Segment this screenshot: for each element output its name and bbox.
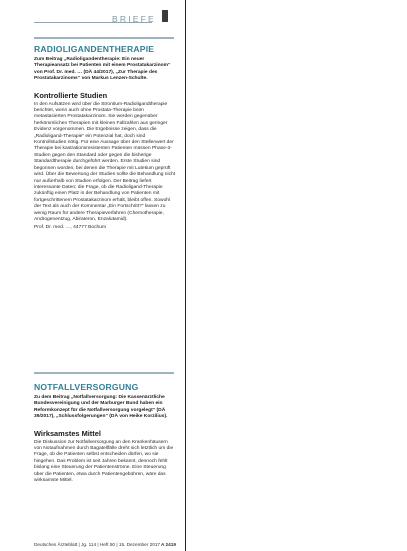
letter-body: In den Aufsätzen wird über die Strontium-Radioligandtherapie berichtet, wenn auch ohne Prostata-Therapie beim metastasierten Prostatakarzinom. Sie werden gegenüber herkömmlichen Therapien mit kleinen Fallzahlen aus geringer Evidenz vorgenommen. Die Ergebnisse zeigen, dass die „Radioligand-Therapie“ ein Potenzial hat, doch sind Kontrollstudien nötig. Für eine Aussage über den Stellenwert der Therapie bei kastrationsresistenten Patienten müssen Phase-3-Studien gegen den Standard oder gegen die bisherige Standardtherapie durchgeführt werden. Erste Studien sind begonnen worden, bei denen die Therapie mit Lutetium geprüft wird. Über die Bewertung der Studien sollte die Behandlung nicht nur außerhalb von Studien erfolgen. Der Beitrag liefert interessante Daten; die Frage, ob die Radioligand-Therapie zukünftig einen Platz in der Behandlung von Patienten mit fortgeschrittenem Prostatakarzinom erhält, bleibt offen. Sowohl der Text als auch der Kommentar „Ein Fortschritt?“ lassen zu wenig Raum für andere Therapieverfahren (Chemotherapie, Androgenentzug, Abirateron, Enzalutamid). [34, 101, 176, 222]
page-footer [34, 542, 176, 547]
header-marker [162, 10, 168, 22]
journal-citation: Deutsches Ärzteblatt | Jg. 114 | Heft 50 | 15. Dezember 2017 [34, 542, 161, 547]
letter-radioligand [34, 44, 176, 232]
section-tab-label: BRIEFE [112, 14, 156, 24]
lead-paragraph: Zum Beitrag „Radioligandentherapie: Ein neuer Therapieansatz bei Patienten mit einem Prostatakarzinom“ von Prof. Dr. med. … (DÄ 44/2017), „Zur Therapie des Prostatakarzinoms“ von Markus Lenzen-Schulte. [34, 57, 171, 82]
letter-subheading: Kontrollierte Studien [34, 90, 108, 100]
page-fold-line [185, 0, 186, 551]
section-rule [34, 37, 174, 39]
lead-paragraph: Zu dem Beitrag „Notfallversorgung: Die Kassenärztliche Bundesvereinigung und der Marburger Bund haben ein Reformkonzept für die Notfallversorgung vorgelegt“ (DÄ 39/2017), „Schlussfolgerungen“ (DÄ von Heike Korzilius). [34, 395, 168, 420]
section-title: RADIOLIGANDENTHERAPIE [34, 44, 155, 54]
section-title: NOTFALLVERSORGUNG [34, 382, 139, 392]
letter-subheading: Wirksamstes Mittel [34, 428, 101, 438]
letter-notfall [34, 382, 176, 484]
section-rule [34, 372, 174, 374]
page-number: A 2419 [161, 542, 176, 547]
letter-body: Die Diskussion zur Notfallversorgung an den Krankenhäusern von Notaufnahmen durch Bagatellfälle dreht sich letztlich um die Frage, ob die Patienten selbst entscheiden dürfen, wo sie hingehen. Das Problem ist seit Jahren bekannt, dennoch fehlt bislang eine Steuerung der Patientenströme. Eine Steuerung über die Patienten, etwa durch Patientengebühren, wäre das wirksamste Mittel. [34, 439, 174, 484]
letter-signature: Prof. Dr. med. …, 44777 Bochum [34, 225, 107, 231]
